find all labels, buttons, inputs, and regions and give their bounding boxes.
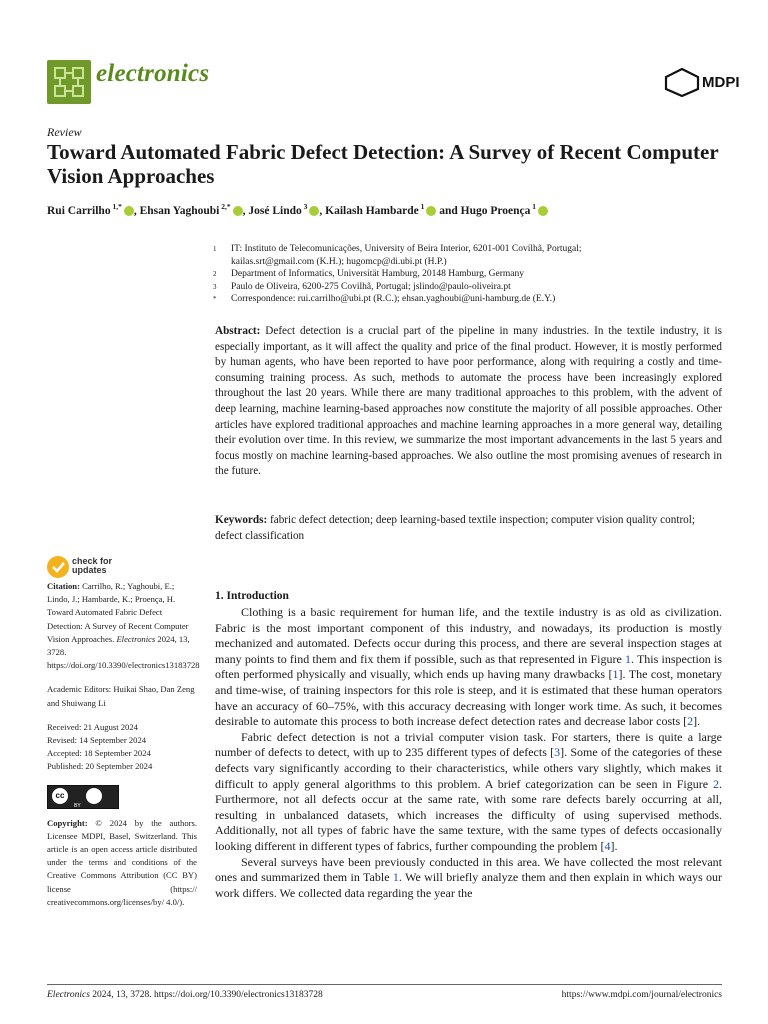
check-updates-icon[interactable] <box>47 556 69 578</box>
accepted-date: Accepted: 18 September 2024 <box>47 748 151 759</box>
affiliation-text: Correspondence: rui.carrilho@ubi.pt (R.C.); ehsan.yaghoubi@uni-hamburg.de (E.Y.) <box>231 294 556 304</box>
footer-divider <box>47 984 722 985</box>
by-label: BY <box>74 802 81 809</box>
reference-link[interactable]: 2 <box>687 714 694 729</box>
orcid-icon[interactable] <box>124 206 134 216</box>
abstract-label: Abstract: <box>215 325 261 337</box>
revised-date: Revised: 14 September 2024 <box>47 735 147 746</box>
dates <box>47 721 197 774</box>
publisher-name: MDPI <box>702 74 740 91</box>
section-heading: 1. Introduction <box>215 590 289 602</box>
check-updates-label[interactable] <box>72 557 112 575</box>
affiliation-item <box>213 293 733 306</box>
author-affiliation-mark: 2,* <box>219 202 231 211</box>
citation-journal: Electronics <box>116 633 156 644</box>
footer-journal-url[interactable]: https://www.mdpi.com/journal/electronics <box>561 990 722 1000</box>
intro-paragraph-1: Clothing is a basic requirement for human life, and the textile industry is as old as civilization. Fabric is the most important component of this industry, and nowadays, its production is mostly mechanized and automated. Defects occur during this process, and there are several inspection stages at many points to find them and fix them if possible, such as that represented in Figure 1. This inspection is often performed physically and visually, which ends up having many drawbacks [1]. The cost, monetary and time-wise, of training inspectors for this role is steep, and it is estimated that these human operators have an accuracy of 60–75%, with this accuracy decreasing with longer work time. As such, it becomes desirable to automate this process to both increase defect detection rates and decrease labor costs [2]. <box>215 605 723 729</box>
received-date: Received: 21 August 2024 <box>47 721 138 732</box>
affiliations <box>213 243 733 306</box>
keywords <box>215 513 722 544</box>
keywords-text: fabric defect detection; deep learning-based textile inspection; computer vision quality control; defect classification <box>215 514 695 542</box>
affiliation-item <box>213 281 733 294</box>
check-updates-line2: updates <box>72 565 107 575</box>
orcid-icon[interactable] <box>538 206 548 216</box>
author-list: Rui Carrilho $^{1,*}$ , Ehsan Yaghoubi $^{2,*}$ , José Lindo $^3$ , Kailash Hambarde $^1$ and Hugo Proença $^1$ <box>47 202 548 217</box>
reference-link[interactable]: 4 <box>604 838 611 853</box>
reference-link[interactable]: 1 <box>612 667 619 682</box>
author-name[interactable]: Ehsan Yaghoubi <box>139 204 220 217</box>
author-name[interactable]: José Lindo <box>248 204 302 217</box>
author-name[interactable]: Kailash Hambarde <box>325 204 419 217</box>
check-updates-line1: check for <box>72 556 113 566</box>
introduction-body <box>215 605 722 901</box>
affiliation-text: Paulo de Oliveira, 6200-275 Covilhã, Portugal; jslindo@paulo-oliveira.pt <box>231 281 511 292</box>
affiliation-text: IT: Instituto de Telecomunicações, University of Beira Interior, 6201-001 Covilhã, Portugal; kailas.srt@gmail.com (K.H.); hugomcp@di.ubi.pt (H.P.) <box>231 244 582 267</box>
citation-label: Citation: <box>47 581 80 591</box>
copyright <box>47 817 197 909</box>
journal-logo-icon <box>47 60 91 104</box>
citation <box>47 580 200 672</box>
affiliation-text: Department of Informatics, Universität Hamburg, 20148 Hamburg, Germany <box>231 269 525 279</box>
keywords-label: Keywords: <box>215 514 268 526</box>
author-affiliation-mark: 1,* <box>110 202 122 211</box>
affiliation-mark: 2 <box>213 270 217 278</box>
orcid-icon[interactable] <box>309 206 319 216</box>
published-date: Published: 20 September 2024 <box>47 761 153 772</box>
author-affiliation-mark: 3 <box>301 202 308 211</box>
cc-by-license-icon[interactable] <box>47 785 119 809</box>
citation-text: Carrilho, R.; Yaghoubi, E.; Lindo, J.; Hambarde, K.; Proença, H. Toward Automated Fabric Defect Detection: A Survey of Recent Computer Vision Approaches. <box>47 581 189 644</box>
mdpi-logo-icon <box>664 67 700 97</box>
intro-paragraph-2: Fabric defect detection is not a trivial computer vision task. For starters, there is quite a large number of defects to detect, with up to 235 different types of defects [3]. Some of the categories of these defects vary significantly according to their characteristics, while others vary slightly, which makes it difficult to apply general algorithms to this problem. A brief categorization can be seen in Figure 2. Furthermore, not all defects occur at the same rate, with some rare defects barely occurring at all, resulting in unbalanced datasets, which increases the difficulty of using supervised methods. Additionally, not all types of fabric have the same texture, with the same types of defects occasionally looking different in different types of fabrics, further compounding the problem [4]. <box>215 729 722 853</box>
article-sidebar <box>47 580 200 920</box>
footer-citation <box>47 990 323 1000</box>
orcid-icon[interactable] <box>426 206 436 216</box>
reference-link[interactable]: 3 <box>554 745 561 760</box>
orcid-icon[interactable] <box>233 206 243 216</box>
abstract <box>215 324 722 480</box>
footer-doi-link[interactable]: 2024, 13, 3728. https://doi.org/10.3390/electronics13183728 <box>92 990 323 1000</box>
cc-icon: cc <box>52 788 68 804</box>
affiliation-item <box>213 268 733 281</box>
journal-name: electronics <box>96 60 210 87</box>
copyright-label: Copyright: <box>47 817 88 828</box>
academic-editors: Academic Editors: Huikai Shao, Dan Zeng and Shuiwang Li <box>47 684 195 708</box>
intro-paragraph-3: Several surveys have been previously conducted in this area. We have collected the most relevant ones and summarized them in Table 1. We will briefly analyze them and then explain in which ways our work differs. We collected data regarding the year the <box>215 854 723 900</box>
affiliation-item <box>213 243 733 268</box>
abstract-text: Defect detection is a crucial part of the pipeline in many industries. In the textile industry, it is especially important, as it will affect the quality and price of the final product. However, it is mostly performed by human agents, who have been reported to have poor performance, along with requiring a costly and time-consuming training process. As such, methods to automate the process have been increasingly explored throughout the last 20 years. While there are many traditional approaches to this problem, with the advent of deep learning, machine learning-based approaches now constitute the majority of all possible approaches. Other articles have explored traditional approaches and machine learning approaches in a more general way, detailing their evolution over time. In this review, we summarize the most important advancements in the last 5 years and focus mostly on machine learning-based approaches. We also outline the most promising avenues of research in the future. <box>215 325 723 478</box>
affiliation-mark: * <box>213 295 217 303</box>
citation-doi-link[interactable]: 2024, 13, 3728. https://doi.org/10.3390/electronics13183728 <box>47 633 200 671</box>
attribution-icon <box>86 788 102 804</box>
footer-journal: Electronics <box>47 990 90 1000</box>
author-name[interactable]: Rui Carrilho <box>47 204 111 217</box>
reference-link[interactable]: 1 <box>392 870 399 885</box>
author-name[interactable]: Hugo Proença <box>460 204 531 217</box>
reference-link[interactable]: 2 <box>713 776 719 791</box>
affiliation-mark: 3 <box>213 282 217 291</box>
reference-link[interactable]: 1 <box>624 651 631 666</box>
article-type: Review <box>47 125 82 139</box>
affiliation-mark: 1 <box>213 245 217 253</box>
copyright-text: © 2024 by the authors. Licensee MDPI, Basel, Switzerland. This article is an open access article distributed under the terms and conditions of the Creative Commons Attribution (CC BY) license (https:// creativecommons.org/licenses/by/ 4.0/). <box>47 817 197 907</box>
article-title: Toward Automated Fabric Defect Detection: A Survey of Recent Computer Vision Approaches <box>47 140 719 188</box>
author-affiliation-mark: 1 <box>418 202 425 211</box>
author-affiliation-mark: 1 <box>530 202 537 211</box>
